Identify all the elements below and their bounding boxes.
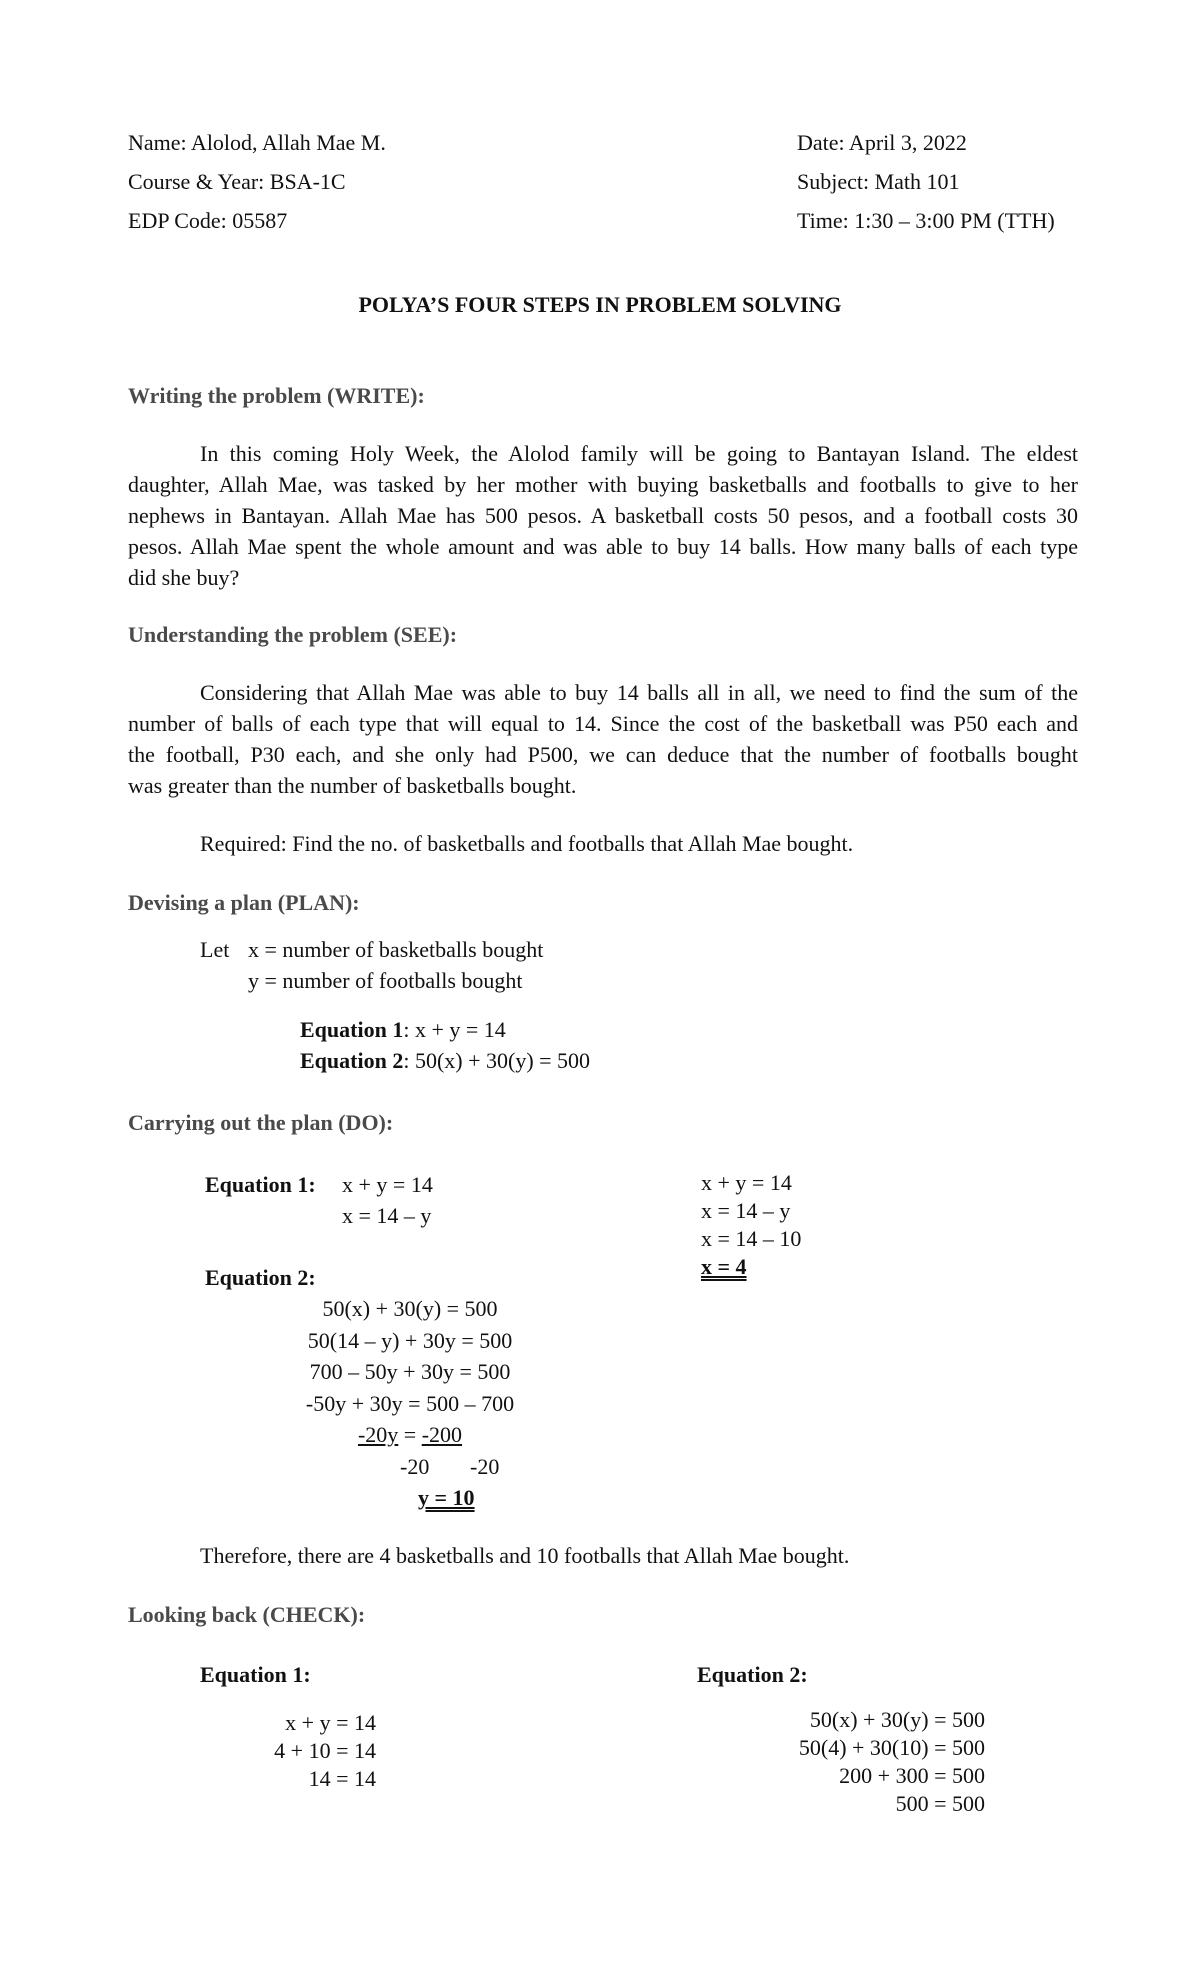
numerator-right: -200	[421, 1422, 463, 1447]
write-line: did she buy?	[128, 565, 240, 590]
write-line: nephews in Bantayan. Allah Mae has 500 pesos. A basketball costs 50 pesos, and a football costs 30	[128, 503, 1078, 528]
equation-text: : x + y = 14	[403, 1017, 506, 1042]
student-name: Name: Alolod, Allah Mae M.	[128, 130, 386, 155]
equals-sign: =	[398, 1422, 422, 1447]
check-step: 50(x) + 30(y) = 500	[809, 1707, 985, 1732]
equation-text: : 50(x) + 30(y) = 500	[403, 1048, 591, 1073]
x-result: x = 4	[701, 1254, 747, 1279]
check-equation-2-label: Equation 2:	[697, 1662, 808, 1687]
denominator-right: -20	[470, 1454, 500, 1479]
check-step: x + y = 14	[285, 1710, 376, 1735]
check-step: 500 = 500	[895, 1791, 985, 1816]
x-step: x = 14 – y	[701, 1198, 791, 1223]
numerator-left: -20y	[357, 1422, 399, 1447]
plan-heading: Devising a plan (PLAN):	[128, 890, 360, 915]
do-step: 50(14 – y) + 30y = 500	[307, 1328, 513, 1353]
see-line: the football, P30 each, and she only had P500, we can deduce that the number of footballs bought	[128, 742, 1078, 767]
write-line: In this coming Holy Week, the Alolod family will be going to Bantayan Island. The eldest	[200, 441, 1078, 466]
edp-code: EDP Code: 05587	[128, 208, 288, 233]
do-equation-2-label: Equation 2:	[205, 1265, 316, 1290]
write-paragraph	[128, 438, 1078, 593]
required-statement: Required: Find the no. of basketballs and footballs that Allah Mae bought.	[200, 831, 854, 856]
write-line: daughter, Allah Mae, was tasked by her mother with buying basketballs and footballs to give to her	[128, 472, 1078, 497]
x-definition: x = number of basketballs bought	[248, 937, 544, 962]
course-year: Course & Year: BSA-1C	[128, 169, 346, 194]
y-definition: y = number of footballs bought	[248, 968, 523, 993]
plan-equation-1	[300, 1019, 506, 1041]
do-step: 50(x) + 30(y) = 500	[322, 1296, 498, 1321]
equation-label: Equation 2	[300, 1048, 404, 1073]
do-equation-1-label: Equation 1:	[205, 1172, 316, 1197]
x-step: x = 14 – 10	[701, 1226, 802, 1251]
check-step: 14 = 14	[308, 1766, 376, 1791]
x-step: x + y = 14	[701, 1170, 792, 1195]
time: Time: 1:30 – 3:00 PM (TTH)	[797, 208, 1055, 233]
therefore-statement: Therefore, there are 4 basketballs and 10 footballs that Allah Mae bought.	[200, 1543, 850, 1568]
division-numerator	[250, 1424, 570, 1446]
check-equation-1-label: Equation 1:	[200, 1662, 311, 1687]
do-step: x = 14 – y	[342, 1203, 432, 1228]
see-line: Considering that Allah Mae was able to buy 14 balls all in all, we need to find the sum of the	[200, 680, 1078, 705]
document-title: POLYA’S FOUR STEPS IN PROBLEM SOLVING	[358, 292, 842, 317]
denominator-left: -20	[400, 1454, 430, 1479]
y-result: y = 10	[418, 1485, 475, 1510]
see-line: number of balls of each type that will equal to 14. Since the cost of the basketball was P50 each and	[128, 711, 1078, 736]
do-step: -50y + 30y = 500 – 700	[305, 1391, 515, 1416]
write-heading: Writing the problem (WRITE):	[128, 383, 425, 408]
see-paragraph	[128, 677, 1078, 801]
subject: Subject: Math 101	[797, 169, 960, 194]
do-step: 700 – 50y + 30y = 500	[309, 1359, 511, 1384]
let-word: Let	[200, 937, 230, 962]
equation-label: Equation 1	[300, 1017, 404, 1042]
check-heading: Looking back (CHECK):	[128, 1602, 366, 1627]
check-step: 4 + 10 = 14	[274, 1738, 376, 1763]
check-step: 200 + 300 = 500	[839, 1763, 985, 1788]
do-heading: Carrying out the plan (DO):	[128, 1110, 394, 1135]
plan-equation-2	[300, 1050, 590, 1072]
date: Date: April 3, 2022	[797, 130, 967, 155]
see-heading: Understanding the problem (SEE):	[128, 622, 458, 647]
check-step: 50(4) + 30(10) = 500	[798, 1735, 985, 1760]
write-line: pesos. Allah Mae spent the whole amount and was able to buy 14 balls. How many balls of each type	[128, 534, 1078, 559]
see-line: was greater than the number of basketballs bought.	[128, 773, 577, 798]
do-step: x + y = 14	[342, 1172, 433, 1197]
